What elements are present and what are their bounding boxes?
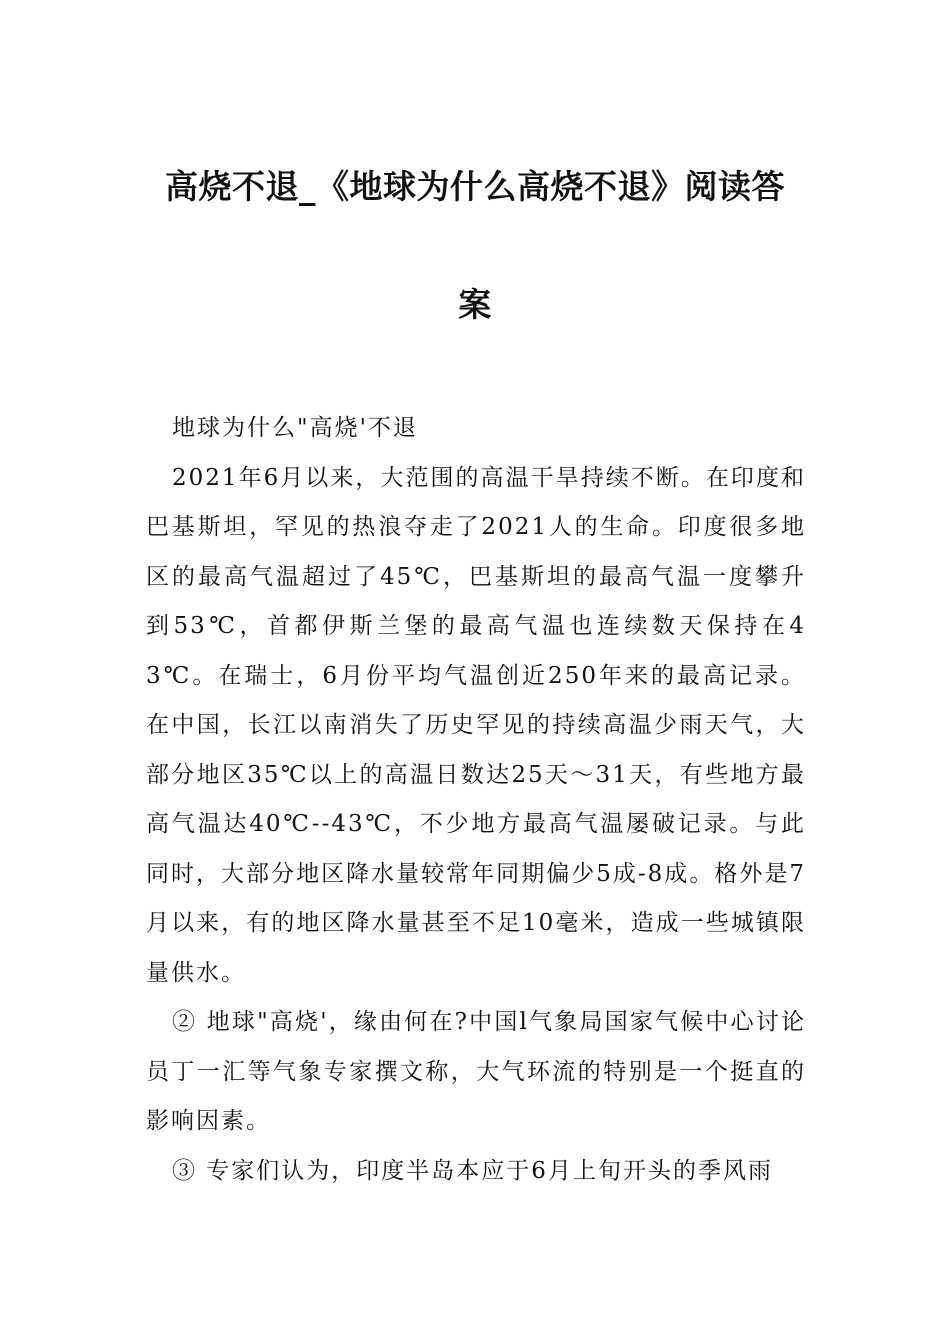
document-title bbox=[60, 128, 890, 364]
paragraph-3: ③ 专家们认为，印度半岛本应于6月上旬开头的季风雨 bbox=[172, 1157, 773, 1184]
title-line-2: 案 bbox=[458, 285, 492, 324]
document-body bbox=[146, 404, 806, 1196]
paragraph-heading: 地球为什么"高烧'不退 bbox=[172, 415, 418, 441]
paragraph-1: 2021年6月以来，大范围的高温干旱持续不断。在印度和巴基斯坦，罕见的热浪夺走了2021人的生命。印度很多地区的最高气温超过了45℃，巴基斯坦的最高气温一度攀升到53℃，首都伊斯兰堡的最高气温也连续数天保持在43℃。在瑞士，6月份平均气温创近250年来的最高记录。在中国，长江以南消失了历史罕见的持续高温少雨天气，大部分地区35℃以上的高温日数达25天～31天，有些地方最高气温达40℃--43℃，不少地方最高气温屡破记录。与此同时，大部分地区降水量较常年同期偏少5成-8成。格外是7月以来，有的地区降水量甚至不足10毫米，造成一些城镇限量供水。 bbox=[146, 464, 806, 986]
paragraph-2: ② 地球"高烧'，缘由何在?中国l气象局国家气候中心讨论员丁一汇等气象专家撰文称，大气环流的特别是一个挺直的影响因素。 bbox=[146, 1009, 806, 1134]
title-line-1: 高烧不退_《地球为什么高烧不退》阅读答 bbox=[165, 167, 785, 206]
